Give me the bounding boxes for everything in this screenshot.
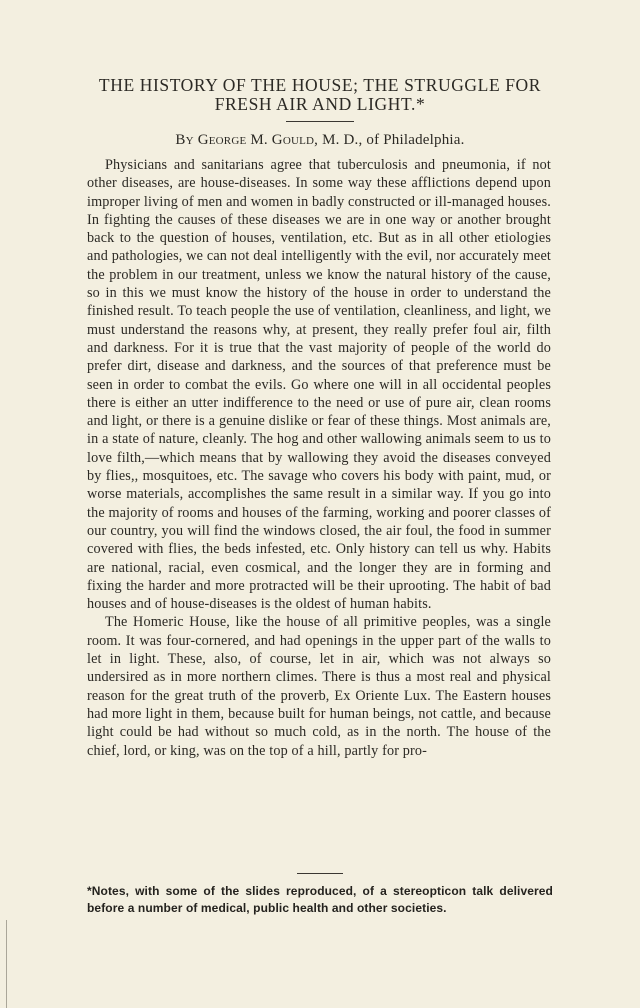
title-divider bbox=[286, 121, 354, 122]
byline-suffix: of Philadelphia. bbox=[366, 132, 465, 148]
byline-prefix: By bbox=[175, 132, 194, 148]
article-title bbox=[80, 76, 560, 114]
paragraph: The Homeric House, like the house of all primitive peoples, was a single room. It was four-cornered, and had openings in the upper part of the walls to let in light. These, also, of course, let in air, which was not always so undersired as in more northern climes. There is thus a most real and physical reason for the great truth of the proverb, Ex Oriente Lux. The Eastern houses had more light in them, because built for human beings, not cattle, and because light could be had without so much cold, as in the north. The house of the chief, lord, or king, was on the top of a hill, partly for pro- bbox=[87, 614, 551, 759]
page-edge-shadow bbox=[6, 920, 7, 1008]
byline-author: George M. Gould, M. D., bbox=[197, 132, 363, 148]
title-line-1: THE HISTORY OF THE HOUSE; THE STRUGGLE FOR bbox=[98, 75, 542, 95]
byline bbox=[0, 131, 640, 149]
title-line-2: FRESH AIR AND LIGHT.* bbox=[214, 94, 426, 114]
footnote: *Notes, with some of the slides reproduced, of a stereopticon talk delivered before a number of medical, public health and other societies. bbox=[87, 884, 553, 915]
paragraph: Physicians and sanitarians agree that tuberculosis and pneumonia, if not other diseases, are house-diseases. In some way these afflictions depend upon improper living of men and women in badly constructed or ill-managed houses. In fighting the causes of these diseases we are in one way or another brought back to the question of houses, ventilation, etc. But as in all other etiologies and pathologies, we can not deal intelligently with the evil, nor accurately meet the problem in our treatment, unless we know the natural history of the cause, so in this we must know the history of the house in order to understand the finished result. To teach people the use of ventilation, cleanliness, and light, we must understand the reasons why, at present, they really prefer foul air, filth and darkness. For it is true that the vast majority of people of the world do prefer dirt, disease and darkness, and the sources of that preference must be seen in order to combat the evils. Go where one will in all occidental peoples there is either an utter indifference to the need or use of pure air, clean rooms and light, or there is a genuine dislike or fear of these things. Most animals are, in a state of nature, cleanly. The hog and other wallowing animals seem to us to love filth,—which means that by wallowing they avoid the diseases conveyed by flies,, mosquitoes, etc. The savage who covers his body with paint, mud, or worse materials, accomplishes the same result in a similar way. If you go into the majority of rooms and houses of the farming, working and poorer classes of our country, you will find the windows closed, the air foul, the food in summer covered with flies, the beds infested, etc. Only history can tell us why. Habits are national, racial, even cosmical, and the longer they are in forming and fixing the harder and more protracted will be their uprooting. The habit of bad houses and of house-diseases is the oldest of human habits. bbox=[87, 157, 551, 613]
article-body bbox=[87, 156, 551, 760]
footnote-divider bbox=[297, 873, 343, 874]
